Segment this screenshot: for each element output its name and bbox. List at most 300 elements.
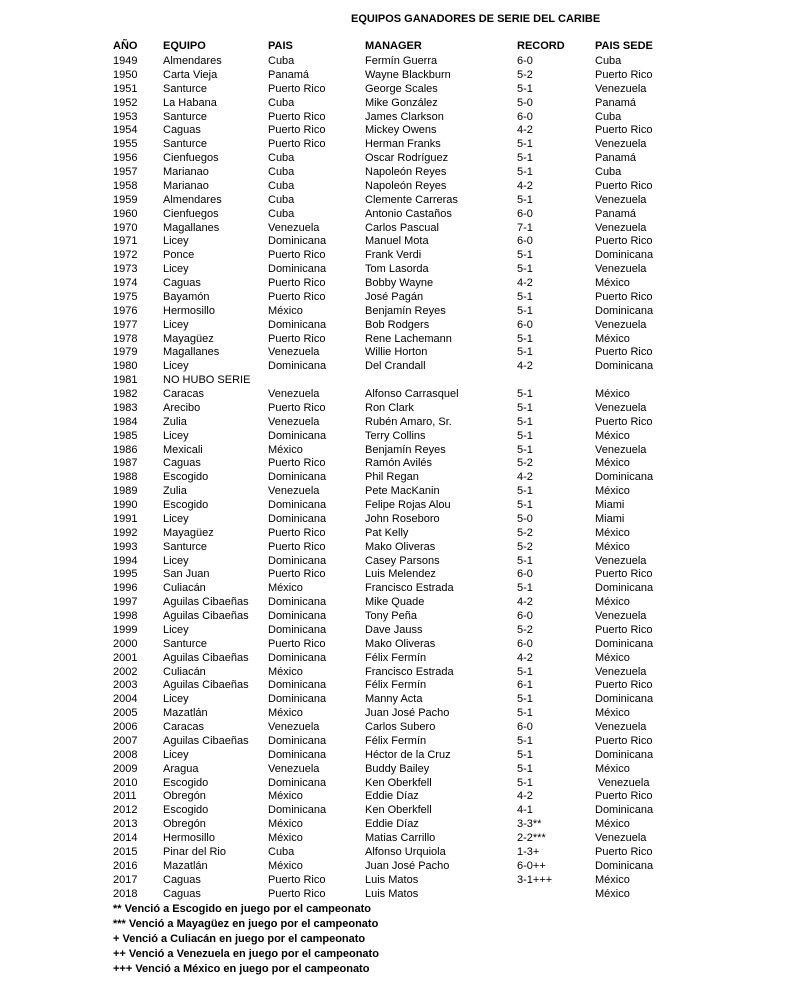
- cell-record: 5-1: [517, 693, 533, 706]
- table-row: [113, 152, 715, 166]
- cell-record: 5-1: [517, 152, 533, 165]
- cell-record: 5-1: [517, 665, 533, 678]
- table-row: [113, 485, 715, 499]
- cell-pais_sede: Venezuela: [595, 554, 647, 567]
- cell-ano: 1988: [113, 471, 138, 484]
- cell-record: 4-2: [517, 277, 533, 289]
- cell-pais_sede: México: [595, 388, 630, 400]
- cell-ano: 2013: [113, 818, 138, 831]
- cell-record: 6-0++: [517, 859, 546, 872]
- cell-pais: Puerto Rico: [268, 568, 326, 581]
- cell-pais_sede: Cuba: [595, 110, 622, 123]
- cell-pais_sede: Puerto Rico: [595, 568, 653, 581]
- cell-pais_sede: Puerto Rico: [595, 346, 653, 359]
- cell-pais_sede: Miami: [595, 512, 625, 525]
- table-row: [113, 374, 715, 388]
- cell-pais_sede: Miami: [595, 499, 625, 511]
- cell-pais_sede: Venezuela: [595, 263, 647, 276]
- cell-pais: Cuba: [268, 845, 295, 858]
- header-row: [113, 40, 715, 55]
- table-row: [113, 388, 715, 402]
- cell-record: 3-3**: [517, 818, 542, 831]
- cell-ano: 1970: [113, 221, 138, 234]
- cell-record: 5-1: [517, 138, 533, 151]
- cell-record: 4-2: [517, 124, 533, 137]
- cell-equipo: Aguilas Cibaeñas: [163, 610, 249, 622]
- cell-manager: Félix Fermín: [365, 651, 427, 664]
- cell-ano: 2008: [113, 748, 138, 761]
- cell-pais: México: [268, 832, 303, 844]
- cell-pais: Dominicana: [268, 471, 327, 484]
- cell-equipo: Santurce: [163, 110, 208, 123]
- cell-ano: 2009: [113, 762, 138, 775]
- cell-ano: 1958: [113, 179, 138, 192]
- cell-manager: Clemente Carreras: [365, 193, 458, 206]
- cell-equipo: Bayamón: [163, 290, 210, 303]
- cell-ano: 1955: [113, 138, 138, 151]
- cell-record: 5-1: [517, 346, 533, 359]
- cell-manager: Alfonso Carrasquel: [365, 388, 459, 400]
- cell-equipo: NO HUBO SERIE: [163, 374, 251, 387]
- cell-pais_sede: Cuba: [595, 55, 622, 67]
- cell-pais: Dominicana: [268, 318, 327, 331]
- table-row: [113, 610, 715, 624]
- cell-pais: [268, 374, 365, 388]
- cell-pais: México: [268, 304, 303, 317]
- cell-record: [517, 888, 595, 902]
- cell-manager: Ken Oberkfell: [365, 804, 432, 817]
- cell-pais_sede: México: [595, 485, 630, 498]
- cell-equipo: Licey: [163, 512, 189, 525]
- cell-ano: 2000: [113, 637, 138, 650]
- cell-pais_sede: Dominicana: [595, 748, 654, 761]
- cell-equipo: Escogido: [163, 804, 209, 817]
- cell-pais_sede: Dominicana: [595, 859, 654, 872]
- cell-pais: Cuba: [268, 166, 295, 178]
- cell-ano: 1952: [113, 96, 138, 109]
- cell-pais_sede: Dominicana: [595, 582, 654, 595]
- table-row: [113, 679, 715, 693]
- cell-equipo: Mazatlán: [163, 707, 208, 720]
- column-header-pais_sede: PAIS SEDE: [595, 40, 653, 52]
- cell-ano: 1994: [113, 554, 138, 567]
- table-row: [113, 666, 715, 680]
- table-row: [113, 319, 715, 333]
- cell-pais: Cuba: [268, 55, 295, 67]
- cell-equipo: Hermosillo: [163, 832, 215, 844]
- cell-pais: Venezuela: [268, 346, 320, 359]
- table-row: [113, 166, 715, 180]
- table-row: [113, 790, 715, 804]
- cell-pais: Puerto Rico: [268, 540, 326, 553]
- cell-equipo: Escogido: [163, 499, 209, 511]
- cell-equipo: Carta Vieja: [163, 68, 218, 81]
- table-row: [113, 444, 715, 458]
- table-row: [113, 249, 715, 263]
- cell-pais_sede: Puerto Rico: [595, 235, 653, 248]
- table-row: [113, 111, 715, 125]
- cell-pais: Cuba: [268, 152, 295, 165]
- cell-record: 4-2: [517, 790, 533, 803]
- cell-pais: Dominicana: [268, 679, 327, 692]
- cell-manager: Ron Clark: [365, 401, 414, 414]
- cell-ano: 2010: [113, 776, 138, 789]
- cell-equipo: Licey: [163, 360, 189, 373]
- cell-equipo: Culiacán: [163, 582, 206, 595]
- column-header-equipo: EQUIPO: [163, 40, 206, 52]
- cell-manager: Luis Melendez: [365, 568, 436, 581]
- cell-equipo: Magallanes: [163, 221, 220, 234]
- cell-ano: 2015: [113, 845, 138, 858]
- cell-equipo: Caracas: [163, 388, 204, 400]
- cell-pais: Puerto Rico: [268, 332, 326, 345]
- cell-pais_sede: Dominicana: [595, 360, 654, 373]
- footnote-line: + Venció a Culiacán en juego por el campeonato: [113, 933, 366, 945]
- cell-manager: George Scales: [365, 82, 438, 95]
- cell-equipo: Culiacán: [163, 665, 206, 678]
- cell-manager: Herman Franks: [365, 138, 441, 151]
- cell-record: 5-1: [517, 388, 533, 400]
- cell-ano: 1950: [113, 68, 138, 81]
- cell-pais_sede: Puerto Rico: [595, 124, 653, 137]
- table-row: [113, 707, 715, 721]
- cell-manager: Félix Fermín: [365, 734, 427, 747]
- cell-record: 5-1: [517, 554, 533, 567]
- table-row: [113, 582, 715, 596]
- cell-pais_sede: Venezuela: [595, 221, 647, 234]
- cell-pais_sede: Venezuela: [595, 318, 647, 331]
- table-row: [113, 818, 715, 832]
- cell-manager: Casey Parsons: [365, 554, 440, 567]
- cell-equipo: Santurce: [163, 540, 208, 553]
- cell-pais: México: [268, 443, 303, 456]
- cell-record: 4-2: [517, 179, 533, 192]
- cell-pais_sede: Venezuela: [595, 443, 647, 456]
- column-header-ano: AÑO: [113, 40, 138, 52]
- table-row: [113, 402, 715, 416]
- cell-equipo: Mexicali: [163, 443, 203, 456]
- cell-pais: Puerto Rico: [268, 873, 326, 886]
- cell-equipo: Licey: [163, 263, 189, 276]
- cell-pais: Dominicana: [268, 499, 327, 511]
- cell-pais_sede: Panamá: [595, 96, 636, 109]
- cell-equipo: Aguilas Cibaeñas: [163, 651, 249, 664]
- cell-pais_sede: Puerto Rico: [595, 623, 653, 636]
- cell-manager: Mickey Owens: [365, 124, 437, 137]
- table-row: [113, 541, 715, 555]
- cell-pais_sede: Venezuela: [595, 138, 647, 151]
- cell-equipo: Licey: [163, 429, 189, 442]
- cell-ano: 1999: [113, 623, 138, 636]
- cell-manager: Félix Fermín: [365, 679, 427, 692]
- table-row: [113, 333, 715, 347]
- cell-manager: Buddy Bailey: [365, 762, 430, 775]
- cell-manager: Wayne Blackburn: [365, 68, 451, 81]
- cell-ano: 1983: [113, 401, 138, 414]
- cell-pais_sede: Puerto Rico: [595, 415, 653, 428]
- cell-record: 6-0: [517, 55, 533, 67]
- cell-manager: Luis Matos: [365, 887, 419, 900]
- cell-manager: Alfonso Urquiola: [365, 845, 446, 858]
- cell-pais: Venezuela: [268, 721, 320, 733]
- cell-record: 5-1: [517, 499, 533, 511]
- cell-ano: 1992: [113, 526, 138, 539]
- cell-ano: 1995: [113, 568, 138, 581]
- cell-pais_sede: México: [595, 651, 630, 664]
- cell-pais: México: [268, 665, 303, 678]
- cell-pais_sede: Venezuela: [595, 401, 647, 414]
- cell-pais: Venezuela: [268, 485, 320, 498]
- cell-equipo: Almendares: [163, 55, 222, 67]
- cell-ano: 2004: [113, 693, 138, 706]
- table-row: [113, 888, 715, 902]
- cell-pais_sede: Puerto Rico: [595, 734, 653, 747]
- cell-pais_sede: Puerto Rico: [595, 790, 653, 803]
- cell-ano: 2018: [113, 887, 138, 900]
- cell-pais: México: [268, 790, 303, 803]
- cell-pais: Puerto Rico: [268, 277, 326, 289]
- table-row: [113, 624, 715, 638]
- cell-equipo: Mazatlán: [163, 859, 208, 872]
- cell-record: 4-1: [517, 804, 533, 817]
- cell-ano: 1998: [113, 610, 138, 622]
- table-row: [113, 804, 715, 818]
- cell-equipo: Santurce: [163, 637, 208, 650]
- cell-record: 5-1: [517, 776, 533, 789]
- cell-manager: Tony Peña: [365, 610, 417, 622]
- cell-ano: 1984: [113, 415, 138, 428]
- cell-equipo: Magallanes: [163, 346, 220, 359]
- cell-ano: 1987: [113, 457, 138, 470]
- cell-record: 4-2: [517, 471, 533, 484]
- cell-pais_sede: Dominicana: [595, 304, 654, 317]
- cell-record: 5-1: [517, 762, 533, 775]
- cell-pais_sede: México: [595, 818, 630, 831]
- cell-equipo: Pinar del Rio: [163, 845, 226, 858]
- cell-equipo: Aguilas Cibaeñas: [163, 734, 249, 747]
- cell-record: 5-1: [517, 485, 533, 498]
- cell-record: 7-1: [517, 221, 533, 234]
- cell-record: 1-3+: [517, 845, 540, 858]
- cell-record: 5-2: [517, 526, 533, 539]
- cell-record: 5-1: [517, 748, 533, 761]
- cell-pais_sede: México: [595, 277, 630, 289]
- cell-equipo: Licey: [163, 235, 189, 248]
- cell-equipo: Arecibo: [163, 401, 201, 414]
- cell-equipo: San Juan: [163, 568, 210, 581]
- footnotes: [113, 902, 379, 977]
- cell-record: 5-1: [517, 304, 533, 317]
- cell-ano: 1975: [113, 290, 138, 303]
- cell-pais_sede: Cuba: [595, 166, 622, 178]
- cell-pais_sede: Dominicana: [595, 249, 654, 262]
- winners-table-head: [113, 40, 715, 55]
- cell-ano: 1972: [113, 249, 138, 262]
- cell-pais_sede: Dominicana: [595, 693, 654, 706]
- cell-equipo: Licey: [163, 623, 189, 636]
- winners-table: [113, 40, 715, 901]
- cell-pais_sede: Venezuela: [595, 193, 647, 206]
- cell-record: 5-1: [517, 401, 533, 414]
- cell-ano: 2006: [113, 721, 138, 733]
- table-row: [113, 777, 715, 791]
- cell-pais: Dominicana: [268, 623, 327, 636]
- cell-manager: [365, 374, 517, 388]
- cell-record: 6-0: [517, 721, 533, 733]
- cell-equipo: Obregón: [163, 790, 206, 803]
- cell-ano: 1971: [113, 235, 138, 248]
- cell-equipo: Ponce: [163, 249, 195, 262]
- cell-equipo: Almendares: [163, 193, 222, 206]
- cell-ano: 1974: [113, 277, 138, 289]
- cell-pais_sede: México: [595, 887, 630, 900]
- cell-manager: Juan José Pacho: [365, 859, 450, 872]
- cell-ano: 2001: [113, 651, 138, 664]
- cell-pais: Puerto Rico: [268, 124, 326, 137]
- cell-pais: Dominicana: [268, 734, 327, 747]
- cell-pais: Panamá: [268, 68, 309, 81]
- cell-record: 5-1: [517, 166, 533, 178]
- cell-pais_sede: Panamá: [595, 207, 636, 220]
- cell-equipo: Licey: [163, 748, 189, 761]
- cell-ano: 1953: [113, 110, 138, 123]
- cell-pais_sede: México: [595, 596, 630, 609]
- cell-record: 5-0: [517, 512, 533, 525]
- cell-equipo: Mayagüez: [163, 332, 214, 345]
- cell-pais_sede: México: [595, 762, 630, 775]
- cell-pais_sede: Venezuela: [595, 610, 647, 622]
- cell-ano: 2007: [113, 734, 138, 747]
- table-row: [113, 305, 715, 319]
- cell-pais: Puerto Rico: [268, 290, 326, 303]
- table-row: [113, 693, 715, 707]
- table-row: [113, 555, 715, 569]
- cell-ano: 2002: [113, 665, 138, 678]
- cell-pais: Dominicana: [268, 235, 327, 248]
- cell-pais: Puerto Rico: [268, 138, 326, 151]
- cell-ano: 1979: [113, 346, 138, 359]
- cell-equipo: Caguas: [163, 124, 201, 137]
- cell-pais: Puerto Rico: [268, 401, 326, 414]
- cell-record: 4-2: [517, 360, 533, 373]
- cell-pais_sede: México: [595, 526, 630, 539]
- cell-manager: Luis Matos: [365, 873, 419, 886]
- cell-pais_sede: Puerto Rico: [595, 68, 653, 81]
- cell-manager: Napoleón Reyes: [365, 166, 447, 178]
- cell-manager: Willie Horton: [365, 346, 428, 359]
- cell-pais_sede: México: [595, 332, 630, 345]
- table-row: [113, 291, 715, 305]
- cell-manager: Francisco Estrada: [365, 582, 454, 595]
- cell-pais: Puerto Rico: [268, 887, 326, 900]
- table-row: [113, 846, 715, 860]
- cell-pais: Dominicana: [268, 554, 327, 567]
- cell-manager: Tom Lasorda: [365, 263, 429, 276]
- cell-pais_sede: Panamá: [595, 152, 636, 165]
- cell-pais_sede: Dominicana: [595, 637, 654, 650]
- cell-ano: 2011: [113, 790, 137, 803]
- cell-manager: José Pagán: [365, 290, 424, 303]
- cell-pais: Dominicana: [268, 512, 327, 525]
- table-row: [113, 721, 715, 735]
- cell-record: 5-1: [517, 707, 533, 720]
- cell-record: 5-2: [517, 540, 533, 553]
- footnote-line: *** Venció a Mayagüez en juego por el campeonato: [113, 918, 379, 930]
- cell-manager: Manuel Mota: [365, 235, 429, 248]
- cell-equipo: Aguilas Cibaeñas: [163, 596, 249, 609]
- cell-equipo: Aguilas Cibaeñas: [163, 679, 249, 692]
- cell-pais: Dominicana: [268, 693, 327, 706]
- cell-record: 5-2: [517, 68, 533, 81]
- cell-equipo: Licey: [163, 693, 189, 706]
- cell-pais: Cuba: [268, 193, 295, 206]
- cell-ano: 2005: [113, 707, 138, 720]
- cell-ano: 1996: [113, 582, 138, 595]
- table-row: [113, 69, 715, 83]
- cell-ano: 1993: [113, 540, 138, 553]
- cell-manager: Phil Regan: [365, 471, 419, 484]
- cell-manager: Mako Oliveras: [365, 540, 436, 553]
- cell-record: 5-1: [517, 290, 533, 303]
- cell-record: 5-2: [517, 457, 533, 470]
- table-row: [113, 124, 715, 138]
- cell-equipo: Caguas: [163, 887, 201, 900]
- cell-manager: Pete MacKanin: [365, 485, 440, 498]
- cell-pais: Dominicana: [268, 263, 327, 276]
- table-row: [113, 874, 715, 888]
- cell-record: 5-0: [517, 96, 533, 109]
- cell-manager: Ramón Avilés: [365, 457, 433, 470]
- cell-ano: 1982: [113, 388, 138, 400]
- cell-pais: México: [268, 707, 303, 720]
- cell-manager: Benjamín Reyes: [365, 443, 446, 456]
- cell-equipo: Aragua: [163, 762, 199, 775]
- cell-equipo: Escogido: [163, 776, 209, 789]
- cell-equipo: Zulia: [163, 415, 187, 428]
- table-row: [113, 430, 715, 444]
- cell-pais_sede: Puerto Rico: [595, 679, 653, 692]
- table-row: [113, 638, 715, 652]
- cell-manager: Del Crandall: [365, 360, 426, 373]
- cell-equipo: Marianao: [163, 179, 209, 192]
- cell-pais: Puerto Rico: [268, 82, 326, 95]
- cell-manager: Matias Carrillo: [365, 832, 436, 844]
- cell-record: 2-2***: [517, 832, 546, 844]
- cell-manager: Terry Collins: [365, 429, 426, 442]
- cell-manager: Felipe Rojas Alou: [365, 499, 451, 511]
- cell-manager: Benjamín Reyes: [365, 304, 446, 317]
- table-row: [113, 596, 715, 610]
- page-title: EQUIPOS GANADORES DE SERIE DEL CARIBE: [351, 13, 601, 25]
- cell-ano: 2003: [113, 679, 138, 692]
- cell-manager: Ken Oberkfell: [365, 776, 432, 789]
- cell-pais_sede: Venezuela: [595, 832, 647, 844]
- table-row: [113, 360, 715, 374]
- cell-manager: Héctor de la Cruz: [365, 748, 451, 761]
- table-row: [113, 194, 715, 208]
- cell-ano: 1973: [113, 263, 138, 276]
- cell-pais_sede: Dominicana: [595, 804, 654, 817]
- cell-record: 5-1: [517, 734, 533, 747]
- cell-pais: Puerto Rico: [268, 457, 326, 470]
- cell-ano: 1976: [113, 304, 138, 317]
- cell-manager: Eddie Díaz: [365, 818, 419, 831]
- cell-ano: 2012: [113, 804, 138, 817]
- cell-equipo: Caguas: [163, 873, 201, 886]
- cell-ano: 2014: [113, 832, 138, 844]
- cell-ano: 1959: [113, 193, 138, 206]
- cell-record: 6-0: [517, 235, 533, 248]
